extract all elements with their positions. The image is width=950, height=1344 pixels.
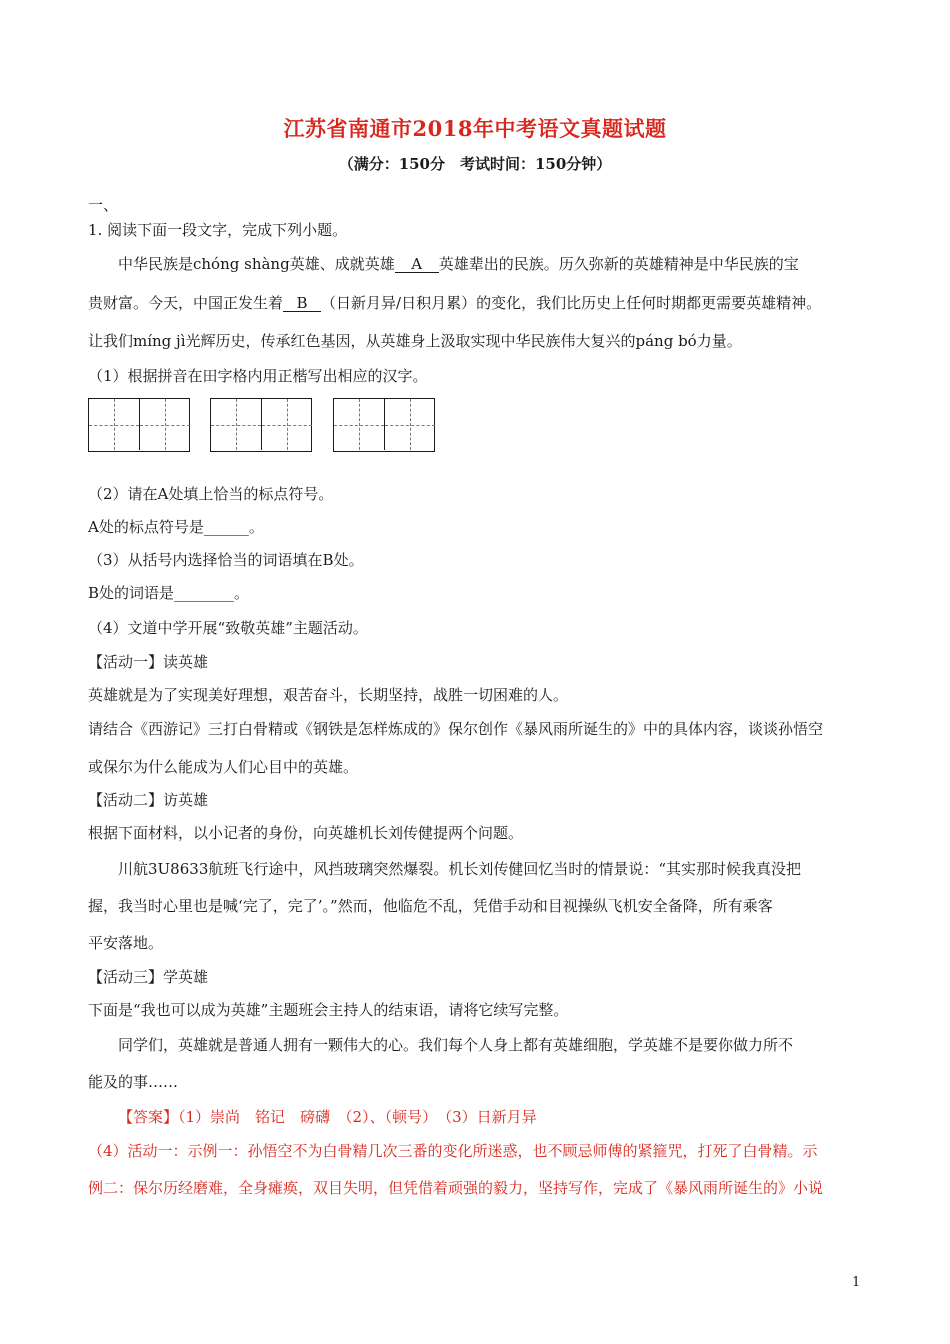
activity-3-text: 能及的事…… [88, 1073, 179, 1091]
activity-2-text: 根据下面材料，以小记者的身份，向英雄机长刘传健提两个问题。 [88, 824, 524, 842]
passage-text: 英雄辈出的民族。历久弥新的英雄精神是中华民族的宝 [438, 255, 799, 273]
activity-2-material: 平安落地。 [88, 934, 164, 952]
answer-prompt: B处的词语是 [88, 584, 175, 602]
tianzige-cell [211, 399, 262, 450]
tianzige-cell [262, 399, 312, 450]
answer-line-a [88, 516, 870, 538]
blank-a: A [395, 256, 439, 273]
activity-3-text: 下面是“我也可以成为英雄”主题班会主持人的结束语，请将它续写完整。 [88, 1001, 569, 1019]
sub-question-3: （3）从括号内选择恰当的词语填在B处。 [88, 551, 364, 569]
passage-text: （日新月异/日积月累）的变化，我们比历史上任何时期都更需要英雄精神。 [321, 294, 822, 312]
tianzige-cell [334, 399, 385, 450]
blank-b: B [283, 295, 321, 312]
answer-key-line-3: 例二：保尔历经磨难，全身瘫痪，双目失明，但凭借着顽强的毅力，坚持写作，完成了《暴风雨所诞生的》小说 [88, 1179, 824, 1197]
passage-line-3: 让我们míng jì光辉历史，传承红色基因，从英雄身上汲取实现中华民族伟大复兴的páng bó力量。 [88, 332, 742, 350]
activity-2-title: 【活动二】访英雄 [88, 791, 209, 809]
activity-1-text: 或保尔为什么能成为人们心目中的英雄。 [88, 758, 359, 776]
answer-prompt: A处的标点符号是 [88, 518, 204, 536]
tianzige-cell [89, 399, 140, 450]
tianzige-box-2[interactable] [210, 398, 312, 452]
page-number: 1 [852, 1275, 861, 1290]
tianzige-box-1[interactable] [88, 398, 190, 452]
activity-1-text: 英雄就是为了实现美好理想，艰苦奋斗，长期坚持，战胜一切困难的人。 [88, 686, 569, 704]
tianzige-box-3[interactable] [333, 398, 435, 452]
sub-question-4: （4）文道中学开展“致敬英雄”主题活动。 [88, 619, 368, 637]
sub-question-1: （1）根据拼音在田字格内用正楷写出相应的汉字。 [88, 367, 428, 385]
activity-1-title: 【活动一】读英雄 [88, 653, 209, 671]
passage-line-1 [118, 253, 870, 275]
passage-text: 中华民族是chóng shàng英雄、成就英雄 [118, 255, 395, 273]
activity-2-material: 握，我当时心里也是喊‘完了，完了’。”然而，他临危不乱，凭借手动和目视操纵飞机安全备降，所有乘客 [88, 897, 773, 915]
section-heading: 一、 [88, 196, 119, 214]
tianzige-cell [385, 399, 435, 450]
activity-1-text: 请结合《西游记》三打白骨精或《钢铁是怎样炼成的》保尔创作《暴风雨所诞生的》中的具体内容，谈谈孙悟空 [88, 720, 824, 738]
page-title: 江苏省南通市2018年中考语文真题试题 [283, 116, 667, 141]
answer-key-line-2: （4）活动一：示例一：孙悟空不为白骨精几次三番的变化所迷惑，也不顾忌师傅的紧箍咒，打死了白骨精。示 [88, 1142, 818, 1160]
exam-info: （满分：150分 考试时间：150分钟） [338, 155, 612, 173]
question-lead: 1. 阅读下面一段文字，完成下列小题。 [88, 221, 348, 239]
activity-3-text: 同学们，英雄就是普通人拥有一颗伟大的心。我们每个人身上都有英雄细胞，学英雄不是要你做力所不 [118, 1036, 794, 1054]
passage-text: 贵财富。今天，中国正发生着 [88, 294, 284, 312]
sub-question-2: （2）请在A处填上恰当的标点符号。 [88, 485, 334, 503]
period: 。 [248, 518, 264, 536]
passage-line-2 [88, 292, 870, 314]
answer-key-line-1: 【答案】（1）崇尚 铭记 磅礴 （2）、（顿号） （3）日新月异 [118, 1108, 537, 1126]
answer-blank-a[interactable]: ______ [203, 518, 249, 536]
activity-2-material: 川航3U8633航班飞行途中，风挡玻璃突然爆裂。机长刘传健回忆当时的情景说：“其实那时候我真没把 [118, 860, 802, 878]
answer-line-b [88, 582, 870, 604]
activity-3-title: 【活动三】学英雄 [88, 968, 209, 986]
answer-blank-b[interactable]: ________ [174, 584, 235, 602]
tianzige-cell [140, 399, 190, 450]
period: 。 [234, 584, 250, 602]
